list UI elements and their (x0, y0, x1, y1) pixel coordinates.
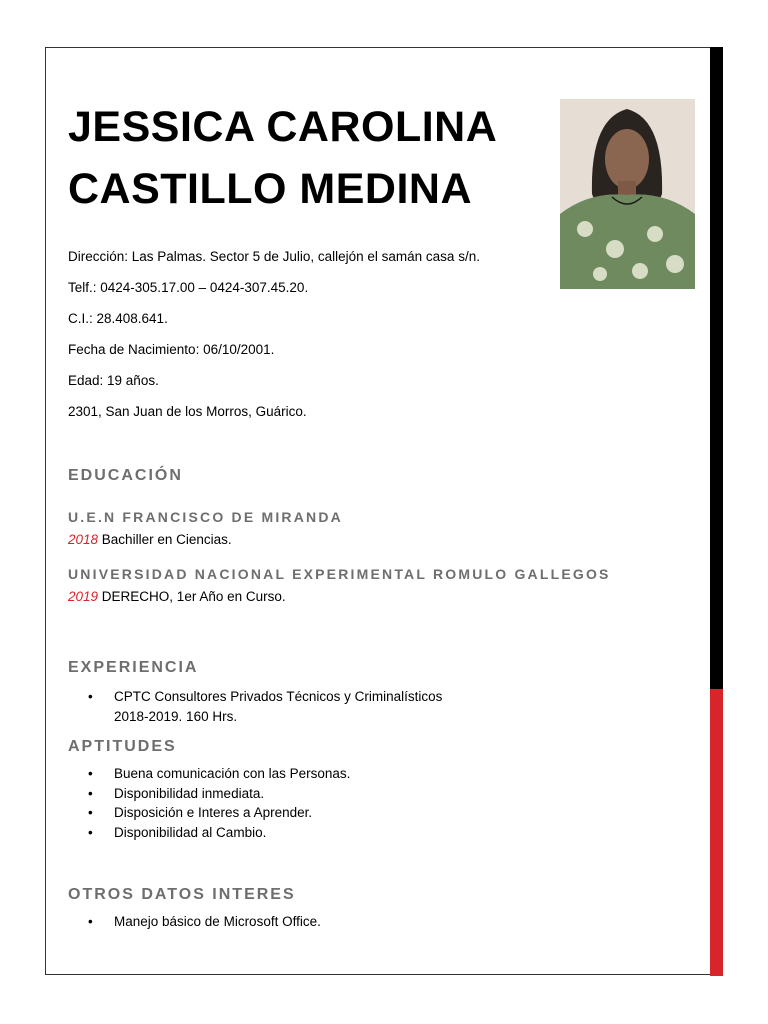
list-item (68, 912, 321, 932)
contact-birthdate: Fecha de Nacimiento: 06/10/2001. (68, 342, 275, 357)
education-year-1: 2018 (68, 532, 99, 547)
skills-heading: APTITUDES (68, 738, 177, 755)
education-entry-1 (68, 532, 232, 547)
side-bar-black (710, 47, 723, 689)
skill-item: Disponibilidad al Cambio. (114, 824, 267, 840)
bullet-icon: • (88, 914, 93, 929)
bullet-icon: • (88, 689, 93, 704)
candidate-name (68, 96, 568, 220)
list-item (68, 823, 350, 843)
education-year-2: 2019 (68, 589, 99, 604)
other-list (68, 912, 321, 932)
bullet-icon: • (88, 805, 93, 820)
education-institution-2: UNIVERSIDAD NACIONAL EXPERIMENTAL ROMULO GALLEGOS (68, 566, 611, 582)
bullet-icon: • (88, 824, 93, 840)
skill-item: Disponibilidad inmediata. (114, 785, 265, 801)
side-bar-red (710, 689, 723, 976)
education-detail-1: Bachiller en Ciencias. (98, 532, 232, 547)
contact-age: Edad: 19 años. (68, 373, 159, 388)
experience-list (68, 687, 442, 726)
other-heading: OTROS DATOS INTERES (68, 886, 296, 903)
name-line-2: CASTILLO MEDINA (68, 165, 473, 213)
education-detail-2: DERECHO, 1er Año en Curso. (98, 589, 286, 604)
list-item (68, 803, 350, 823)
education-heading: EDUCACIÓN (68, 467, 183, 484)
contact-location: 2301, San Juan de los Morros, Guárico. (68, 404, 307, 419)
profile-photo (560, 99, 695, 289)
name-line-1: JESSICA CAROLINA (68, 103, 498, 151)
list-item (68, 687, 442, 726)
profile-photo-image (560, 99, 695, 289)
experience-company: CPTC Consultores Privados Técnicos y Criminalísticos (114, 689, 443, 704)
bullet-icon: • (88, 766, 93, 781)
list-item (68, 784, 350, 804)
education-institution-1: U.E.N FRANCISCO DE MIRANDA (68, 509, 343, 525)
experience-heading: EXPERIENCIA (68, 659, 199, 676)
skills-list (68, 764, 350, 842)
contact-id: C.I.: 28.408.641. (68, 311, 168, 326)
education-entry-2 (68, 589, 286, 604)
contact-address: Dirección: Las Palmas. Sector 5 de Julio, callejón el samán casa s/n. (68, 249, 480, 264)
other-item: Manejo básico de Microsoft Office. (114, 914, 321, 929)
contact-phone: Telf.: 0424-305.17.00 – 0424-307.45.20. (68, 280, 309, 295)
skill-item: Buena comunicación con las Personas. (114, 766, 351, 781)
experience-period: 2018-2019. 160 Hrs. (114, 708, 238, 724)
skill-item: Disposición e Interes a Aprender. (114, 805, 313, 820)
list-item (68, 764, 350, 784)
bullet-icon: • (88, 785, 93, 801)
